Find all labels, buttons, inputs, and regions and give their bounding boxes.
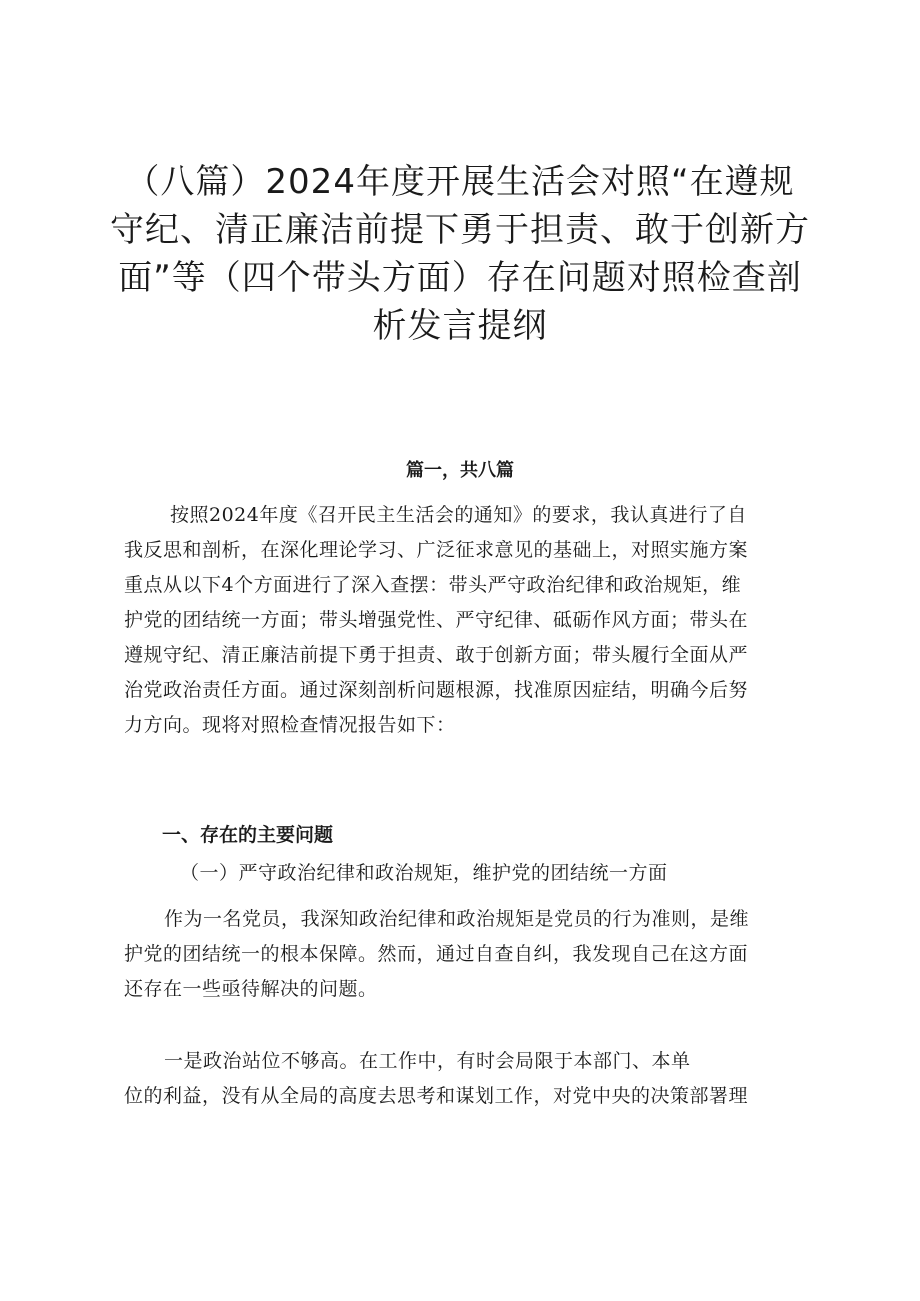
section-heading: 一、存在的主要问题 <box>162 824 334 846</box>
subsection-heading: （一）严守政治纪律和政治规矩，维护党的团结统一方面 <box>180 862 668 884</box>
paragraph-line: 护党的团结统一的根本保障。然而，通过自查自纠，我发现自己在这方面 <box>124 943 749 965</box>
document-title <box>100 158 820 350</box>
title-line: 面”等（四个带头方面）存在问题对照检查剖 <box>118 258 802 298</box>
document-subtitle: 篇一，共八篇 <box>406 460 514 481</box>
body-paragraph <box>124 1044 814 1114</box>
intro-paragraph <box>124 498 814 743</box>
paragraph-line: 作为一名党员，我深知政治纪律和政治规矩是党员的行为准则，是维 <box>164 908 750 930</box>
paragraph-line: 重点从以下4个方面进行了深入查摆：带头严守政治纪律和政治规矩，维 <box>124 574 742 596</box>
paragraph-line: 位的利益，没有从全局的高度去思考和谋划工作，对党中央的决策部署理 <box>124 1085 749 1107</box>
body-paragraph <box>124 902 814 1007</box>
title-line: （八篇）2024年度开展生活会对照“在遵规 <box>125 162 795 202</box>
paragraph-line: 一是政治站位不够高。在工作中，有时会局限于本部门、本单 <box>164 1050 691 1072</box>
paragraph-line: 还存在一些亟待解决的问题。 <box>124 978 378 1000</box>
title-line: 守纪、清正廉洁前提下勇于担责、敢于创新方 <box>110 210 810 250</box>
paragraph-line: 治党政治责任方面。通过深刻剖析问题根源，找准原因症结，明确今后努 <box>124 679 749 701</box>
title-line: 析发言提纲 <box>372 306 548 346</box>
paragraph-line: 我反思和剖析，在深化理论学习、广泛征求意见的基础上，对照实施方案 <box>124 539 749 561</box>
paragraph-line: 按照2024年度《召开民主生活会的通知》的要求，我认真进行了自 <box>170 504 747 526</box>
paragraph-line: 遵规守纪、清正廉洁前提下勇于担责、敢于创新方面；带头履行全面从严 <box>124 644 749 666</box>
paragraph-line: 护党的团结统一方面；带头增强党性、严守纪律、砥砺作风方面；带头在 <box>124 609 749 631</box>
paragraph-line: 力方向。现将对照检查情况报告如下： <box>124 714 456 736</box>
